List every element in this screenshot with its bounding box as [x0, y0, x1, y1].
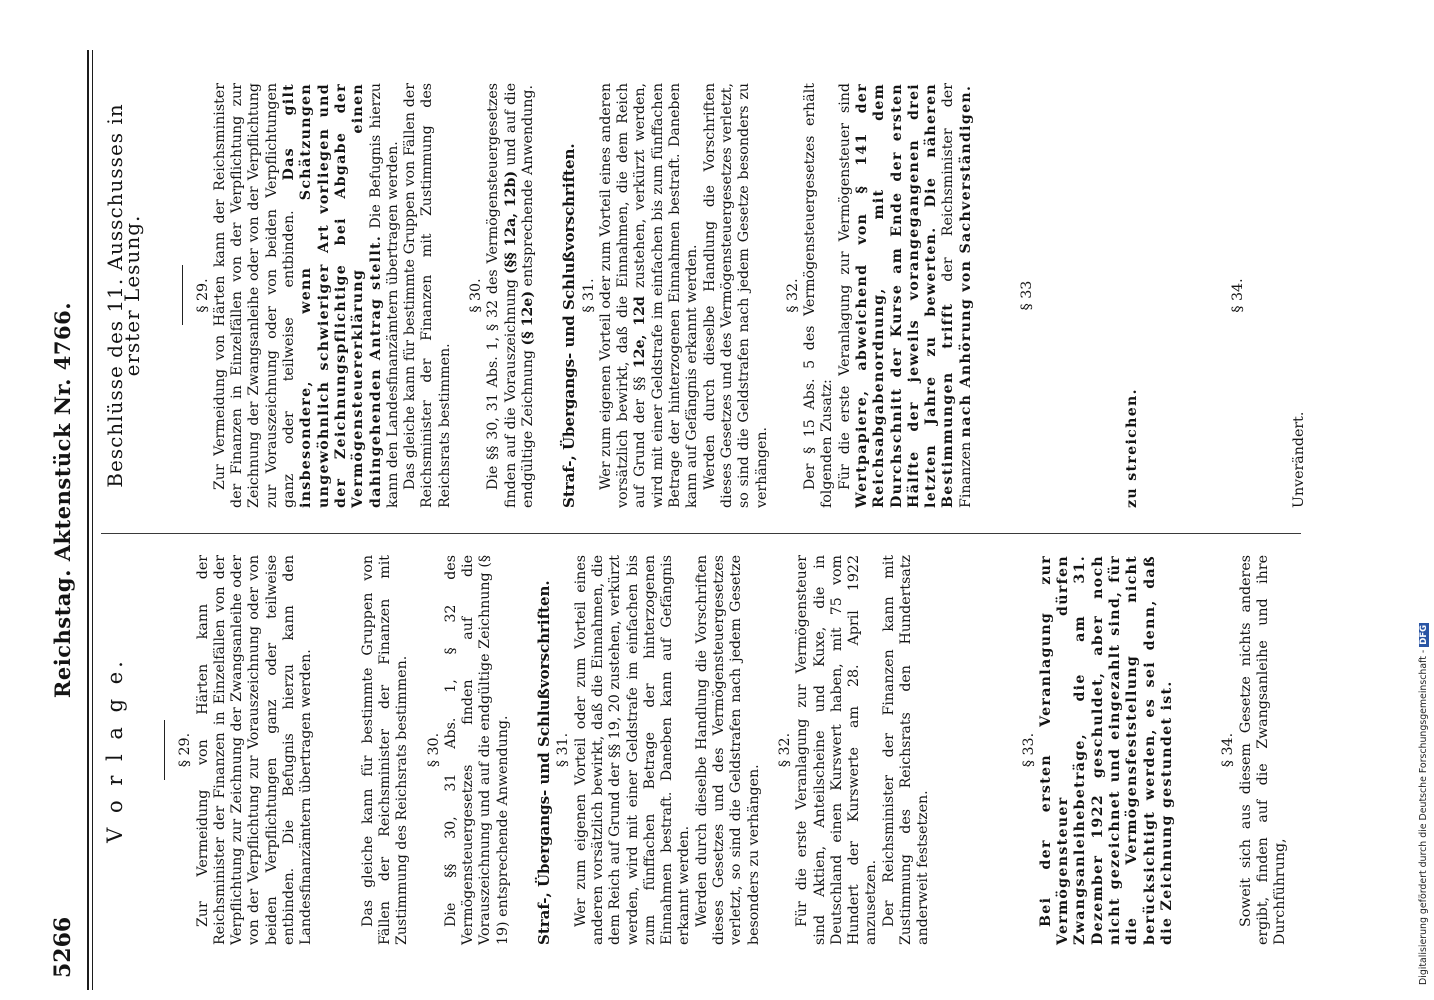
- text-run: Die Befugnis hierzu kann den Landesfinanzämtern übertragen werden.: [367, 83, 401, 508]
- section-label: § 30.: [468, 278, 485, 313]
- paragraph: Bei der ersten Veranlagung zur Vermögensteuer dürfen Zwangsanleihebeträge, die am 31. Dezember 1922 geschuldet, aber noch nicht gezeichnet und eingezahlt sind, für die Vermögensfeststellung nicht berücksichtigt werden, es sei denn, daß die Zeichnung gestundet ist.: [1037, 555, 1175, 945]
- text-run: Zur Vermeidung von Härten kann der Reichsminister der Finanzen in Einzelfällen von der Verpflichtung zur Zeichnung der Zwangsanleihe oder von der Verpflichtung zur Vorauszeichnung oder von beiden Verpflichtungen ganz oder teilweise entbinden.: [211, 83, 298, 508]
- emphasized-text: Wertpapiere, abweichend von § 141 der Reichsabgabenordnung, mit dem Durchschnitt der Kurse am Ende der ersten Hälfte der jeweils vorangegangenen drei letzten Jahre zu bewerten. Die näheren Bestimmungen trifft: [853, 83, 957, 508]
- column-vorlage: [101, 555, 1289, 945]
- section-label: § 34.: [1229, 278, 1246, 313]
- section-label: § 31.: [580, 278, 597, 313]
- paragraph: Soweit sich aus diesem Gesetze nichts anderes ergibt, finden auf die Zwangsanleihe und ihre Durchführung,: [1237, 555, 1289, 945]
- section-label: § 33: [1019, 280, 1036, 311]
- paragraph: [485, 83, 537, 508]
- column-divider: [101, 533, 1301, 534]
- emphasized-text: Das gilt insbesondere, wenn Schätzungen ungewöhnlich schwieriger Art vorliegen und der Zeichnungspflichtige bei Abgabe der Vermögensteuererklärung einen dahingehenden Antrag stellt.: [281, 83, 384, 508]
- paragraph: [212, 83, 402, 508]
- emphasized-text: 12e, 12d: [632, 296, 649, 369]
- section-label: § 29.: [177, 732, 194, 768]
- header-rule: [87, 50, 89, 990]
- column-title-vorlage: V o r l a g e.: [103, 657, 127, 843]
- paragraph: Unverändert.: [1290, 411, 1307, 508]
- paragraph: Wer zum eigenen Vorteil oder zum Vorteil eines anderen vorsätzlich bewirkt, daß die Einnahmen, die dem Reich auf Grund der §§ 19, 20 zustehen, verkürzt werden, wird mit einer Geldstrafe im einfachen bis zum fünffachen Betrage der hinterzogenen Einnahmen bestraft. Daneben kann auf Gefängnis erkannt werden.: [572, 555, 693, 945]
- text-run: Die §§ 30, 31 Abs. 1, § 32 des Vermögensteuergesetzes finden auf die Vorauszeichnung: [485, 83, 519, 508]
- paragraph: [598, 83, 702, 508]
- page-header: [50, 0, 84, 1000]
- dfg-logo: DFG: [1419, 624, 1429, 645]
- paragraph: zu streichen.: [1124, 388, 1141, 508]
- paragraph: Der § 15 Abs. 5 des Vermögensteuergesetzes erhält folgenden Zusatz:: [802, 83, 836, 508]
- text-run: zustehen, verkürzt werden, wird mit einer Geldstrafe im einfachen bis zum fünffachen Betrage der hinterzogenen Einnahmen bestraft. Daneben kann auf Gefängnis erkannt werden.: [632, 82, 701, 508]
- page-number: 5266: [50, 916, 76, 978]
- paragraph: Werden durch dieselbe Handlung die Vorschriften dieses Gesetzes und des Vermögensteuergesetzes verletzt, so sind die Geldstrafen nach jedem Gesetze besonders zu verhängen.: [701, 83, 770, 508]
- text-run: der Reichsminister der Finanzen: [940, 83, 974, 508]
- emphasized-text: (§ 12e): [519, 290, 536, 346]
- column-title-beschluesse: Beschlüsse des 11. Ausschusses in erster Lesung.: [103, 103, 145, 488]
- section-heading: Straf-, Übergangs- und Schlußvorschriften.: [560, 143, 579, 508]
- digitization-note: [1418, 0, 1432, 985]
- text-run: Wer zum eigenen Vorteil oder zum Vorteil eines anderen vorsätzlich bewirkt, daß die Einnahmen, die dem Reich auf Grund der §§: [597, 83, 649, 508]
- text-run: entsprechende Anwendung.: [519, 85, 536, 287]
- section-rule: [182, 266, 183, 326]
- paragraph: Die §§ 30, 31 Abs. 1, § 32 des Vermögensteuergesetzes finden auf die Vorauszeichnung und auf die endgültige Zeichnung (§ 19) entsprechende Anwendung.: [442, 555, 511, 945]
- section-label: § 34.: [1220, 732, 1237, 768]
- section-label: § 32.: [784, 278, 801, 313]
- paragraph: Der Reichsminister der Finanzen kann mit Zustimmung des Reichsrats den Hundertsatz anderweit festsetzen.: [880, 555, 932, 945]
- column-beschluesse: [101, 83, 1308, 508]
- emphasized-text: (§§ 12a, 12b): [502, 170, 519, 274]
- section-rule: [164, 720, 165, 780]
- document-page: [15, 0, 1395, 1000]
- emphasized-text: nach Anhörung von Sachverständigen.: [957, 84, 974, 438]
- section-label: § 29.: [194, 278, 211, 313]
- digitization-text: Digitalisierung gefördert durch die Deutsche Forschungsgemeinschaft -: [1418, 649, 1429, 985]
- section-label: § 33.: [1020, 732, 1037, 768]
- paragraph: Werden durch dieselbe Handlung die Vorschriften dieses Gesetzes und des Vermögensteuergesetzes verletzt, so sind die Geldstrafen nach jedem Gesetze besonders zu verhängen.: [693, 555, 762, 945]
- section-label: § 30.: [425, 732, 442, 768]
- paragraph: Das gleiche kann für bestimmte Gruppen von Fällen der Reichsminister der Finanzen mit Zustimmung des Reichsrats bestimmen.: [359, 555, 411, 945]
- paragraph: Das gleiche kann für bestimmte Gruppen von Fällen der Reichsminister der Finanzen mit Zustimmung des Reichsrats bestimmen.: [402, 83, 453, 508]
- paragraph: [837, 83, 975, 508]
- section-heading: Straf-, Übergangs- und Schlußvorschriften.: [535, 580, 554, 945]
- text-run: und auf die endgültige Zeichnung: [502, 83, 536, 508]
- section-label: § 31.: [555, 732, 572, 768]
- text-run: Für die erste Veranlagung zur Vermögensteuer sind: [836, 83, 853, 490]
- paragraph: Für die erste Veranlagung zur Vermögensteuer sind Aktien, Anteilscheine und Kuxe, die in Deutschland einen Kurswert haben, mit 75 vom Hundert der Kurswerte am 28. April 1922 anzusetzen.: [794, 555, 880, 945]
- header-rule-thin: [92, 50, 93, 990]
- paragraph: Zur Vermeidung von Härten kann der Reichsminister der Finanzen in Einzelfällen von der Verpflichtung zur Zeichnung der Zwangsanleihe oder von der Verpflichtung zur Vorauszeichnung oder von beiden Verpflichtungen ganz oder teilweise entbinden. Die Befugnis hierzu kann den Landesfinanzämtern übertragen werden.: [194, 555, 315, 945]
- section-label: § 32.: [776, 732, 793, 768]
- document-title: Reichstag. Aktenstück Nr. 4766.: [50, 301, 75, 699]
